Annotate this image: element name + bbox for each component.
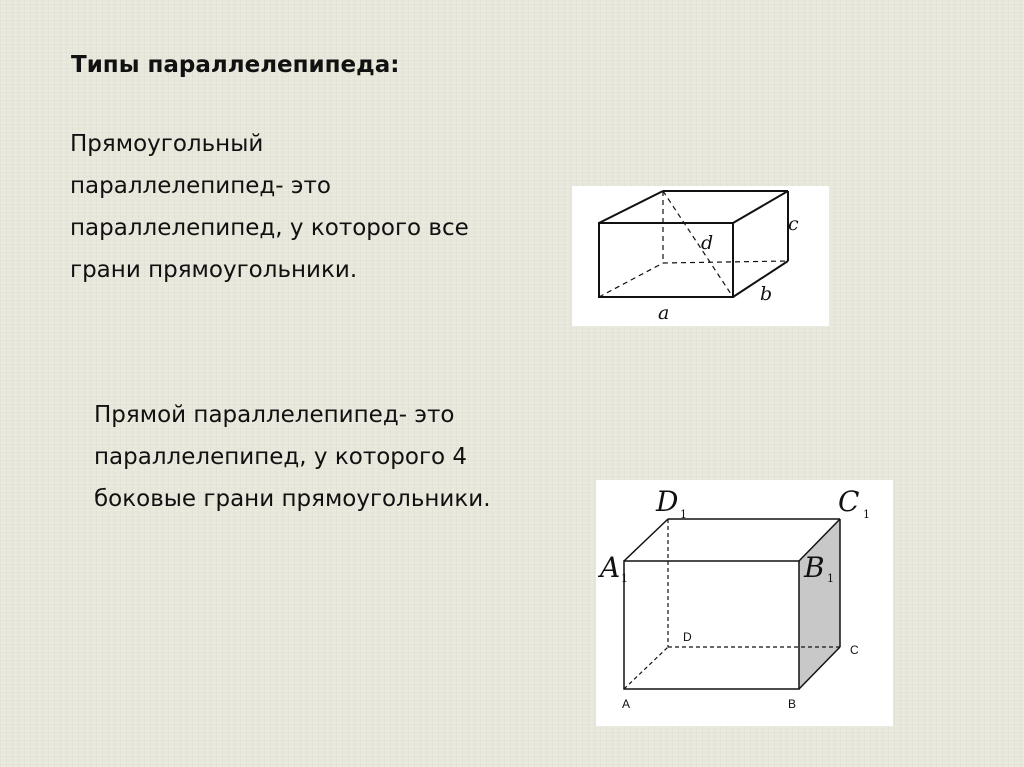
text-line: боковые грани прямоугольники. [94, 486, 491, 512]
label-d1: D [656, 485, 679, 518]
label-d: D [683, 630, 692, 644]
subscript-c1: 1 [863, 508, 870, 521]
edge-top-left [599, 191, 663, 223]
shaded-side-face [799, 519, 840, 689]
edge-top-right [733, 191, 788, 223]
rectangular-parallelepiped-figure [572, 186, 829, 326]
label-a: a [658, 302, 670, 324]
slide-title: Типы параллелепипеда: [71, 52, 400, 78]
hidden-edge-left [599, 263, 663, 297]
text-line: Прямой параллелепипед- это [94, 402, 455, 428]
subscript-b1: 1 [827, 572, 834, 585]
right-parallelepiped-figure [596, 480, 893, 726]
text-line: параллелепипед, у которого 4 [94, 444, 468, 470]
label-b: b [760, 283, 773, 305]
label-c: c [788, 213, 799, 235]
right-parallelepiped-definition [94, 394, 491, 520]
label-a1: A [600, 551, 621, 584]
subscript-d1: 1 [680, 508, 687, 521]
text-line: параллелепипед, у которого все [70, 215, 469, 241]
edge-a1-d1 [624, 519, 668, 561]
front-face-edges [624, 561, 799, 689]
label-c1: C [838, 485, 860, 518]
hidden-edge-back [663, 261, 788, 263]
label-b1: B [804, 551, 825, 584]
label-a: A [622, 697, 631, 711]
label-c: C [850, 643, 859, 657]
subscript-a1: 1 [621, 572, 628, 585]
label-d: d [701, 232, 714, 254]
rectangular-parallelepiped-definition [70, 123, 469, 291]
text-line: Прямоугольный [70, 131, 264, 157]
diagonal-d [663, 191, 733, 297]
text-line: грани прямоугольники. [70, 257, 358, 283]
text-line: параллелепипед- это [70, 173, 332, 199]
label-b: B [788, 697, 797, 711]
right-parallelepiped-drawing [596, 480, 893, 726]
rectangular-parallelepiped-drawing [572, 186, 829, 326]
hidden-edge-a-d [624, 647, 668, 689]
